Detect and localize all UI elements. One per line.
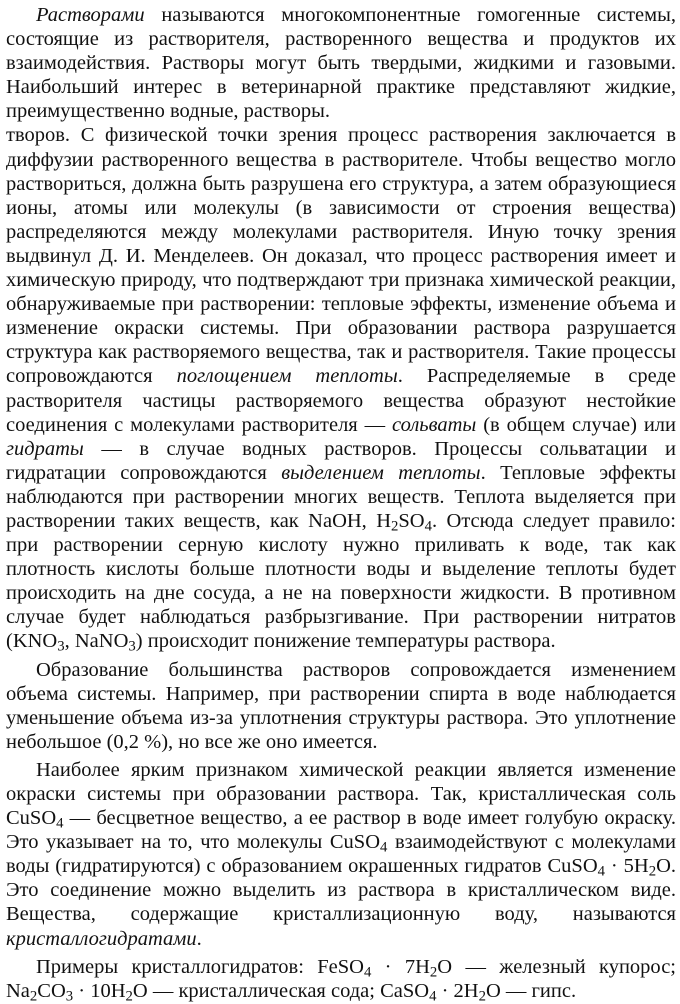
text-run: творов. С физической точки зрения процесс растворения заключается в диффузии растворенного вещества в растворителе. Чтобы вещество могло раствориться, должна быть разрушена его структура, а затем образующиеся ионы, атомы или молекулы (в зависимости от строения вещества) распределяются между молекулами растворителя. Иную точку зрения выдвинул Д. И. Менделеев. Он доказал, что процесс растворения имеет и химическую природу, что подтверждают три признака химической реакции, обнаруживаемые при растворении: тепловые эффекты, изменение объема и изменение окраски системы. При образовании раствора разрушается структура как растворяемого вещества, так и растворителя. Такие процессы сопровождаются — [6, 124, 676, 388]
text-run: . Распределяемые в среде растворителя частицы растворяемого вещества образуют нестойкие соединения с молекулами растворителя — — [6, 365, 676, 436]
italic-term: поглощением теплоты — [176, 365, 398, 388]
subscript: 4 — [429, 988, 437, 1004]
italic-term: Растворами — [36, 4, 145, 26]
text-run: . Отсюда следует правило: при растворении серную кислоту нужно приливать к воде, так как плотность кислоты больше плотности воды и выделение теплоты будет происходить на дне сосуда, а не на поверхности жидкости. В противном случае будет наблюдаться разбрызгивание. При растворении нитратов (KNO — [6, 509, 676, 653]
text-run: CO — [37, 979, 66, 1002]
subscript: 3 — [65, 988, 74, 1004]
text-run: SO — [398, 509, 425, 532]
paragraph-volume-change — [6, 658, 676, 754]
subscript: 2 — [125, 988, 133, 1004]
italic-term: гидраты — [6, 437, 84, 460]
paragraph-dissolution-theory — [6, 123, 676, 656]
paragraph-definition — [6, 3, 676, 123]
subscript: 2 — [478, 988, 486, 1004]
text-run: · 2H — [436, 979, 479, 1002]
subscript: 4 — [597, 863, 606, 880]
paragraph-crystal-hydrate-examples — [6, 955, 676, 1003]
subscript: 2 — [391, 518, 399, 535]
text-run: · 10H — [73, 979, 126, 1002]
text-run: O — кристаллическая сода; CaSO — [132, 979, 430, 1002]
subscript: 3 — [128, 639, 136, 656]
subscript: 2 — [29, 988, 38, 1004]
subscript: 4 — [56, 815, 64, 832]
subscript: 2 — [648, 863, 657, 880]
text-run: O. Это соединение можно выделить из раствора в кристаллическом виде. Вещества, содержащие кристаллизационную воду, называются — [6, 855, 676, 926]
subscript: 4 — [380, 839, 388, 856]
italic-term: выделением теплоты — [281, 461, 481, 484]
italic-term: кристаллогидратами — [6, 927, 197, 950]
text-run: O — железный купорос; Na — [6, 955, 676, 1002]
text-run: · 5H — [605, 855, 649, 878]
text-run: O — гипс. — [485, 979, 577, 1002]
paragraph-color-change — [6, 758, 676, 951]
text-run: Наиболее ярким признаком химической реакции является изменение окраски системы при образовании раствора. Так, кристаллическая соль CuSO — [6, 758, 676, 830]
text-run: — в случае водных растворов. Процессы сольватации и гидратации сопровождаются — [6, 437, 676, 484]
text-run: . — [196, 927, 202, 950]
subscript: 2 — [429, 964, 438, 981]
text-run: · 7H — [371, 955, 430, 978]
text-run: , NaNO — [64, 630, 129, 653]
text-run: Примеры кристаллогидратов: FeSO — [36, 955, 364, 978]
text-run: взаимодействуют с молекулами воды (гидратируются) с образованием окрашенных гидратов CuSO — [6, 831, 676, 878]
subscript: 4 — [424, 518, 432, 535]
subscript: 4 — [363, 964, 372, 981]
text-run: (в общем случае) или — [476, 413, 676, 436]
text-run: называются многокомпонентные гомогенные системы, состоящие из растворителя, растворенного вещества и продуктов их взаимодействия. Растворы могут быть твердыми, жидкими и газовыми. Наибольший интерес в ветеринарной практике представляют жидкие, преимущественно водные, растворы. — [6, 4, 676, 123]
text-run: — бесцветное вещество, а ее раствор в воде имеет голубую окраску. Это указывает на то, что молекулы CuSO — [6, 807, 676, 854]
text-run: . Тепловые эффекты наблюдаются при растворении многих веществ. Теплота выделяется при растворении таких веществ, как NaOH, H — [6, 461, 676, 532]
subscript: 3 — [57, 639, 65, 656]
text-run: ) происходит понижение температуры раствора. — [135, 630, 556, 653]
italic-term: сольваты — [392, 413, 477, 436]
text-run: Образование большинства растворов сопровождается изменением объема системы. Например, при растворении спирта в воде наблюдается уменьшение объема из-за уплотнения структуры раствора. Это уплотнение небольшое (0,2 %), но все же оно имеется. — [6, 658, 676, 753]
